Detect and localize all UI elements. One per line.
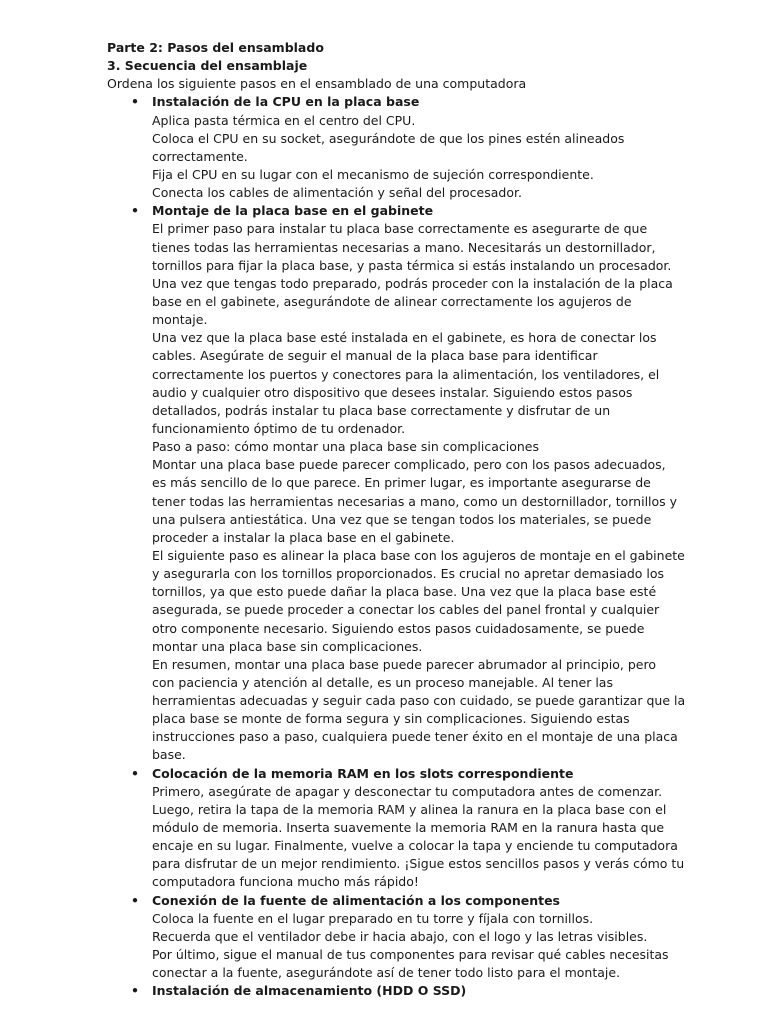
text-line [0,873,768,891]
text-line [0,184,768,202]
line-text: Aplica pasta térmica en el centro del CPU. [152,112,416,128]
text-line [0,819,768,837]
text-line [0,402,768,420]
text-line [0,964,768,982]
line-text: una pulsera antiestática. Una vez que se tengan todos los materiales, se puede [152,511,652,527]
text-line [0,855,768,873]
line-text: asegurada, se puede proceder a conectar los cables del panel frontal y cualquier [152,602,660,618]
text-line [0,547,768,565]
text-line [0,837,768,855]
line-text: Colocación de la memoria RAM en los slots correspondiente [152,765,574,781]
bullet-dot-icon: • [131,983,139,999]
text-line [0,311,768,329]
line-text: Ordena los siguiente pasos en el ensamblado de una computadora [107,76,527,92]
text-line [0,656,768,674]
bullet-heading [0,982,768,1000]
line-text: Por último, sigue el manual de tus componentes para revisar qué cables necesitas [152,947,669,963]
text-line [0,565,768,583]
text-line [0,928,768,946]
line-text: Recuerda que el ventilador debe ir hacia abajo, con el logo y las letras visibles. [152,928,648,944]
line-text: correctamente los puertos y conectores para la alimentación, los ventiladores, el [152,366,660,382]
line-text: cables. Asegúrate de seguir el manual de la placa base para identificar [152,348,598,364]
line-text: detallados, podrás instalar tu placa base correctamente y disfrutar de un [152,402,611,418]
bullet-dot-icon: • [131,94,139,110]
text-line [0,438,768,456]
text-line [0,529,768,547]
line-text: computadora funciona mucho más rápido! [152,874,419,890]
text-line [0,366,768,384]
line-text: tornillos, ya que esto puede dañar la placa base. Una vez que la placa base esté [152,584,657,600]
line-text: tienes todas las herramientas necesarias a mano. Necesitarás un destornillador, [152,239,656,255]
text-line [0,456,768,474]
line-text: y asegurarla con los tornillos proporcionados. Es crucial no apretar demasiado los [152,566,665,582]
line-text: funcionamiento óptimo de tu ordenador. [152,420,406,436]
line-text: encaje en su lugar. Finalmente, vuelve a colocar la tapa y enciende tu computadora [152,838,678,854]
text-line [0,75,768,93]
text-line [0,692,768,710]
text-line [0,239,768,257]
line-text: es más sencillo de lo que parece. En primer lugar, es importante asegurarse de [152,475,651,491]
bullet-dot-icon: • [131,892,139,908]
line-text: otro componente necesario. Siguiendo estos pasos cuidadosamente, se puede [152,620,645,636]
text-line [0,746,768,764]
line-text: Primero, asegúrate de apagar y desconectar tu computadora antes de comenzar. [152,783,663,799]
text-line [0,620,768,638]
line-text: para disfrutar de un mejor rendimiento. ¡Sigue estos sencillos pasos y verás cómo tu [152,856,685,872]
line-text: proceder a instalar la placa base en el gabinete. [152,529,455,545]
text-line [0,148,768,166]
bullet-dot-icon: • [131,765,139,781]
text-line [0,474,768,492]
line-text: módulo de memoria. Inserta suavemente la memoria RAM en la ranura hasta que [152,820,665,836]
line-text: tener todas las herramientas necesarias a mano, como un destornillador, tornillos y [152,493,678,509]
text-line [0,638,768,656]
line-text: Una vez que la placa base esté instalada en el gabinete, es hora de conectar los [152,330,657,346]
line-text: Coloca el CPU en su socket, asegurándote de que los pines estén alineados [152,130,625,146]
bullet-heading [0,93,768,111]
line-text: correctamente. [152,148,248,164]
bullet-heading [0,765,768,783]
text-line [0,511,768,529]
line-text: Instalación de almacenamiento (HDD O SSD) [152,983,467,999]
line-text: Coloca la fuente en el lugar preparado en tu torre y fíjala con tornillos. [152,910,594,926]
text-line [0,583,768,601]
line-text: Montaje de la placa base en el gabinete [152,203,434,219]
text-line [0,910,768,928]
line-text: tornillos para fijar la placa base, y pasta térmica si estás instalando un procesador. [152,257,672,273]
document-body [0,39,768,1000]
text-line [0,601,768,619]
text-line [0,384,768,402]
bullet-heading [0,202,768,220]
text-line [0,112,768,130]
line-text: En resumen, montar una placa base puede parecer abrumador al principio, pero [152,656,656,672]
line-text: El siguiente paso es alinear la placa base con los agujeros de montaje en el gabinete [152,547,685,563]
line-text: audio y cualquier otro dispositivo que desees instalar. Siguiendo estos pasos [152,384,633,400]
text-line [0,293,768,311]
line-text: 3. Secuencia del ensamblaje [107,58,308,74]
section-heading [0,57,768,75]
line-text: base. [152,747,186,763]
line-text: Una vez que tengas todo preparado, podrás proceder con la instalación de la placa [152,275,673,291]
line-text: placa base se monte de forma segura y sin complicaciones. Siguiendo estas [152,711,630,727]
text-line [0,420,768,438]
text-line [0,257,768,275]
line-text: Parte 2: Pasos del ensamblado [107,40,324,55]
line-text: con paciencia y atención al detalle, es un proceso manejable. Al tener las [152,674,613,690]
line-text: Instalación de la CPU en la placa base [152,94,420,110]
text-line [0,946,768,964]
text-line [0,275,768,293]
line-text: instrucciones paso a paso, cualquiera puede tener éxito en el montaje de una placa [152,729,678,745]
bullet-heading [0,892,768,910]
line-text: Conecta los cables de alimentación y señal del procesador. [152,185,522,201]
section-heading [0,39,768,57]
bullet-dot-icon: • [131,203,139,219]
text-line [0,166,768,184]
line-text: base en el gabinete, asegurándote de alinear correctamente los agujeros de [152,293,632,309]
line-text: herramientas adecuadas y seguir cada paso con cuidado, se puede garantizar que la [152,693,686,709]
text-line [0,801,768,819]
line-text: Montar una placa base puede parecer complicado, pero con los pasos adecuados, [152,457,666,473]
text-line [0,728,768,746]
text-line [0,130,768,148]
text-line [0,329,768,347]
text-line [0,220,768,238]
line-text: Paso a paso: cómo montar una placa base sin complicaciones [152,439,540,455]
text-line [0,674,768,692]
text-line [0,347,768,365]
text-line [0,710,768,728]
line-text: Fija el CPU en su lugar con el mecanismo de sujeción correspondiente. [152,166,594,182]
line-text: conectar a la fuente, asegurándote así de tener todo listo para el montaje. [152,965,621,981]
text-line [0,783,768,801]
line-text: Luego, retira la tapa de la memoria RAM y alinea la ranura en la placa base con el [152,801,667,817]
line-text: montar una placa base sin complicaciones. [152,638,423,654]
line-text: montaje. [152,312,208,328]
text-line [0,493,768,511]
line-text: El primer paso para instalar tu placa base correctamente es asegurarte de que [152,221,648,237]
line-text: Conexión de la fuente de alimentación a los componentes [152,892,560,908]
